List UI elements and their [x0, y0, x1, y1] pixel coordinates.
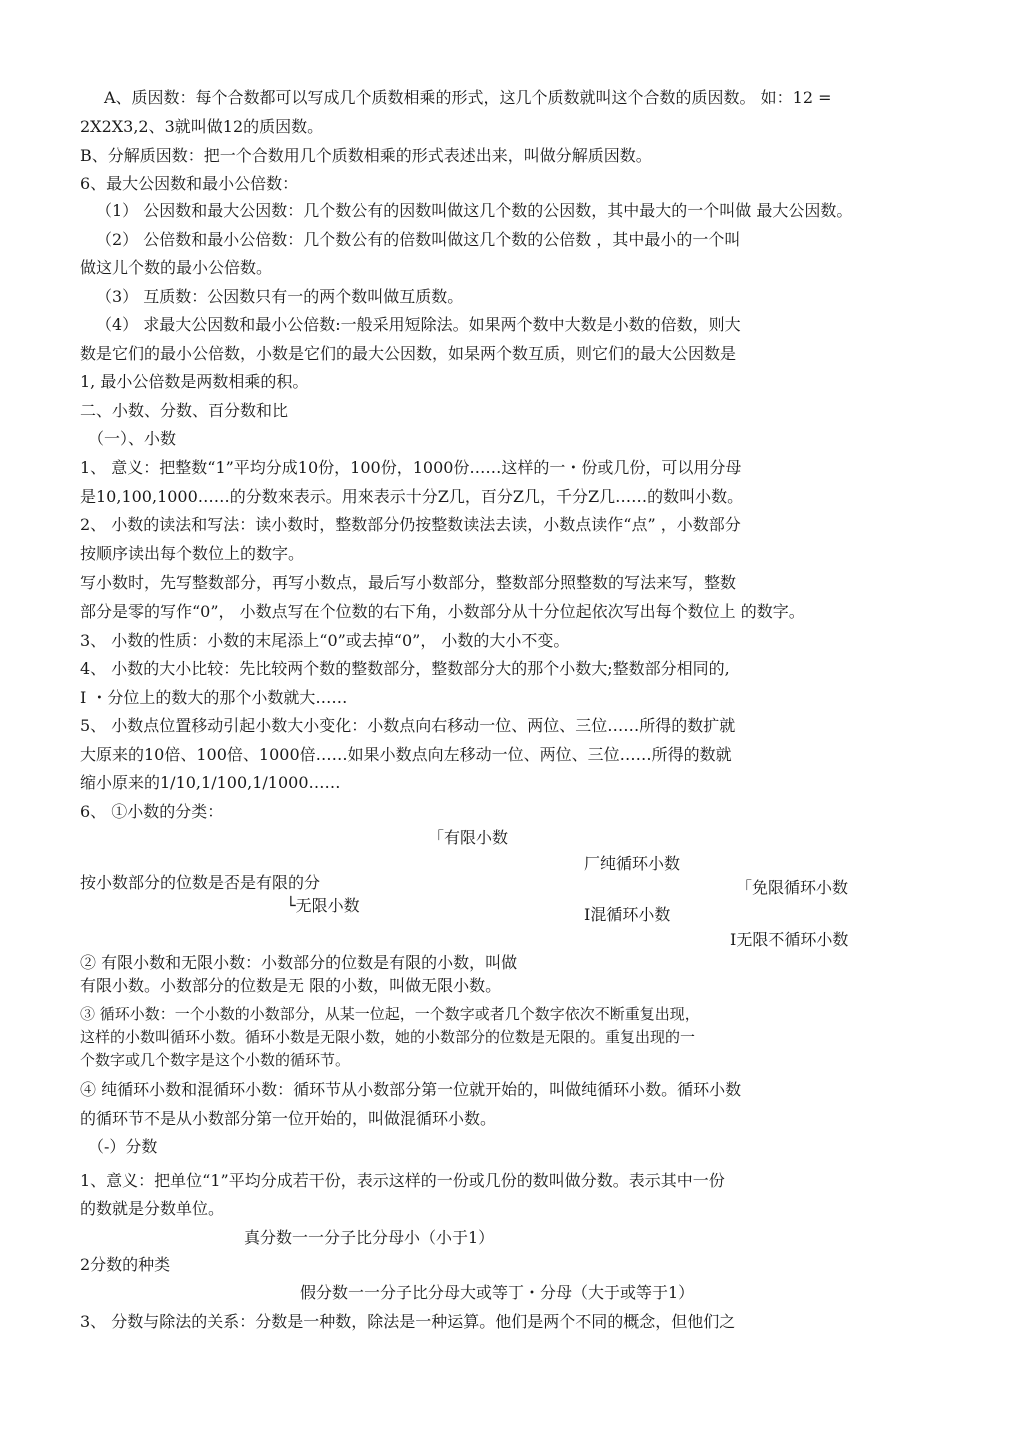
tree-node-infinite: └无限小数: [286, 896, 360, 915]
text-line: A、质因数：每个合数都可以写成几个质数相乘的形式，这几个质数就叫这个合数的质因数。 如：12 =: [104, 88, 832, 107]
text-line: 3、 分数与除法的关系：分数是一种数，除法是一种运算。他们是两个不同的概念，但他们之: [80, 1312, 736, 1331]
text-line: 做这儿个数的最小公倍数。: [80, 258, 273, 277]
text-line: 3、 小数的性质：小数的末尾添上“0”或去掉“0”， 小数的大小不变。: [80, 631, 570, 650]
section-heading: 二、小数、分数、百分数和比: [80, 401, 289, 420]
fraction-type-proper: 真分数一一分子比分母小（小于1）: [244, 1228, 495, 1247]
text-line: 个数字或几个数字是这个小数的循环节。: [80, 1051, 351, 1069]
tree-node-infinite-repeating: 「免限循环小数: [736, 878, 849, 897]
text-line: 1、 意义：把整数“1”平均分成10份，100份，1000份……这样的一・份或几份，可以用分母: [80, 458, 742, 477]
text-line: 4、 小数的大小比较：先比较两个数的整数部分，整数部分大的那个小数大;整数部分相同的,: [80, 659, 730, 678]
fraction-type-improper: 假分数一一分子比分母大或等丁・分母（大于或等于1）: [300, 1283, 695, 1302]
tree-node-non-repeating: I无限不循环小数: [730, 930, 849, 949]
text-line: （3） 互质数：公因数只有一的两个数叫做互质数。: [96, 287, 464, 306]
text-line: 2分数的种类: [80, 1255, 171, 1274]
tree-node-finite: 「有限小数: [428, 828, 509, 847]
text-line: B、分解质因数：把一个合数用几个质数相乘的形式表述出来，叫做分解质因数。: [80, 146, 652, 165]
text-line: 有限小数。小数部分的位数是无 限的小数，叫做无限小数。: [80, 976, 502, 995]
text-line: 2、 小数的读法和写法：读小数时，整数部分仍按整数读法去读，小数点读作“点” ，小数部分: [80, 515, 741, 534]
section-heading: 6、最大公因数和最小公倍数：: [80, 174, 299, 193]
section-heading: （-）分数: [88, 1137, 158, 1156]
section-heading: （一）、小数: [88, 429, 177, 448]
text-line: 大原来的10倍、100倍、1000倍……如果小数点向左移动一位、两位、三位……所得的数就: [80, 745, 732, 764]
text-line: 部分是零的写作“0”， 小数点写在个位数的右下角，小数部分从十分位起依次写出每个数位上 的数字。: [80, 602, 805, 621]
text-line: 按顺序读出每个数位上的数字。: [80, 544, 305, 563]
text-line: （4） 求最大公因数和最小公倍数:一般采用短除法。如果两个数中大数是小数的倍数，则大: [96, 315, 741, 334]
text-line: 数是它们的最小公倍数，小数是它们的最大公因数，如杲两个数互质，则它们的最大公因数是: [80, 344, 737, 363]
text-line: 5、 小数点位置移动引起小数大小变化：小数点向右移动一位、两位、三位……所得的数扩就: [80, 716, 736, 735]
text-line: I ・分位上的数大的那个小数就大……: [80, 688, 348, 707]
text-line: （2） 公倍数和最小公倍数：几个数公有的倍数叫做这几个数的公倍数 ，其中最小的一个叫: [96, 230, 741, 249]
text-line: ③ 循环小数：一个小数的小数部分，从某一位起，一个数字或者几个数字依次不断重复出现，: [80, 1005, 700, 1023]
text-line: （1） 公因数和最大公因数：几个数公有的因数叫做这几个数的公因数，其中最大的一个叫做 最大公因数。: [96, 201, 853, 220]
text-line: 缩小原来的1/10,1/100,1/1000……: [80, 773, 341, 792]
text-line: ② 有限小数和无限小数：小数部分的位数是有限的小数，叫做: [80, 953, 518, 972]
text-line: 1, 最小公倍数是两数相乘的积。: [80, 372, 309, 391]
text-line: 的循环节不是从小数部分第一位开始的，叫做混循环小数。: [80, 1109, 497, 1128]
text-line: 写小数时，先写整数部分，再写小数点，最后写小数部分，整数部分照整数的写法来写，整数: [80, 573, 737, 592]
text-line: 的数就是分数单位。: [80, 1199, 225, 1218]
tree-root-label: 按小数部分的位数是否是有限的分: [80, 873, 321, 892]
text-line: 1、意义：把单位“1”平均分成若干份，表示这样的一份或几份的数叫做分数。表示其中一份: [80, 1171, 725, 1190]
text-line: ④ 纯循环小数和混循环小数：循环节从小数部分第一位就开始的，叫做纯循环小数。循环小数: [80, 1080, 742, 1099]
text-line: 6、 ①小数的分类：: [80, 802, 224, 821]
text-line: 是10,100,1000……的分数來表示。用來表示十分Z几，百分Z几，千分Z几……的数叫小数。: [80, 487, 744, 506]
tree-node-mixed-repeating: I混循环小数: [584, 905, 671, 924]
text-line: 这样的小数叫循环小数。循环小数是无限小数，她的小数部分的位数是无限的。重复出现的一: [80, 1028, 696, 1046]
text-line: 2X2X3,2、3就叫做12的质因数。: [80, 117, 324, 136]
tree-node-pure-repeating: 厂纯循环小数: [584, 854, 681, 873]
